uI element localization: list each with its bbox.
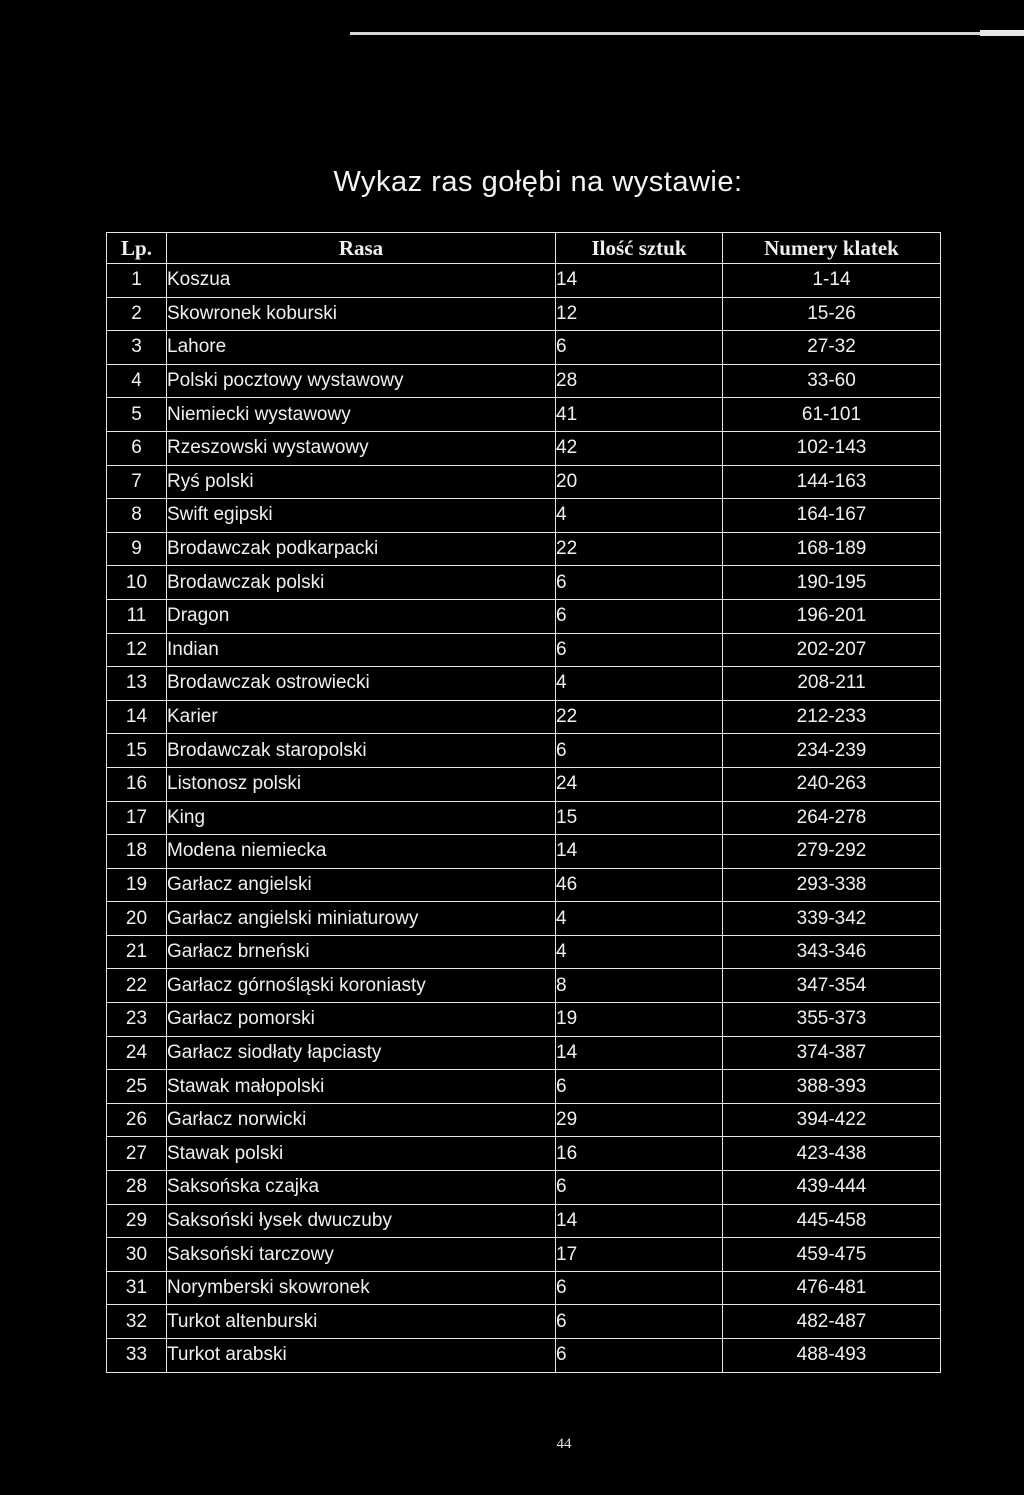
table-row bbox=[107, 1070, 941, 1104]
cell-ilosc: 41 bbox=[556, 398, 723, 432]
cell-lp: 19 bbox=[107, 868, 167, 902]
cell-lp: 16 bbox=[107, 767, 167, 801]
cell-lp: 5 bbox=[107, 398, 167, 432]
cell-ilosc: 6 bbox=[556, 599, 723, 633]
cell-ilosc: 14 bbox=[556, 1204, 723, 1238]
cell-rasa: King bbox=[167, 801, 556, 835]
cell-rasa: Brodawczak polski bbox=[167, 566, 556, 600]
cell-rasa: Skowronek koburski bbox=[167, 297, 556, 331]
top-rule bbox=[350, 32, 1024, 35]
cell-numery: 202-207 bbox=[723, 633, 941, 667]
cell-ilosc: 4 bbox=[556, 935, 723, 969]
page-title: Wykaz ras gołębi na wystawie: bbox=[333, 166, 743, 198]
cell-numery: 439-444 bbox=[723, 1171, 941, 1205]
cell-ilosc: 6 bbox=[556, 1339, 723, 1373]
cell-lp: 1 bbox=[107, 264, 167, 298]
table-body bbox=[107, 264, 941, 1373]
cell-rasa: Garłacz norwicki bbox=[167, 1103, 556, 1137]
cell-lp: 28 bbox=[107, 1171, 167, 1205]
cell-rasa: Brodawczak staropolski bbox=[167, 734, 556, 768]
cell-ilosc: 46 bbox=[556, 868, 723, 902]
cell-rasa: Norymberski skowronek bbox=[167, 1271, 556, 1305]
breeds-table bbox=[106, 232, 941, 1373]
cell-numery: 61-101 bbox=[723, 398, 941, 432]
cell-rasa: Modena niemiecka bbox=[167, 835, 556, 869]
cell-rasa: Koszua bbox=[167, 264, 556, 298]
table-row bbox=[107, 667, 941, 701]
cell-numery: 445-458 bbox=[723, 1204, 941, 1238]
cell-ilosc: 28 bbox=[556, 364, 723, 398]
cell-rasa: Garłacz angielski bbox=[167, 868, 556, 902]
cell-rasa: Stawak małopolski bbox=[167, 1070, 556, 1104]
cell-ilosc: 12 bbox=[556, 297, 723, 331]
cell-rasa: Stawak polski bbox=[167, 1137, 556, 1171]
table-row bbox=[107, 331, 941, 365]
cell-lp: 11 bbox=[107, 599, 167, 633]
table-row bbox=[107, 532, 941, 566]
cell-numery: 343-346 bbox=[723, 935, 941, 969]
cell-lp: 25 bbox=[107, 1070, 167, 1104]
cell-ilosc: 4 bbox=[556, 902, 723, 936]
cell-numery: 394-422 bbox=[723, 1103, 941, 1137]
cell-ilosc: 16 bbox=[556, 1137, 723, 1171]
cell-lp: 9 bbox=[107, 532, 167, 566]
table-row bbox=[107, 599, 941, 633]
table-row bbox=[107, 431, 941, 465]
cell-ilosc: 42 bbox=[556, 431, 723, 465]
cell-rasa: Garłacz siodłaty łapciasty bbox=[167, 1036, 556, 1070]
cell-numery: 212-233 bbox=[723, 700, 941, 734]
cell-ilosc: 14 bbox=[556, 1036, 723, 1070]
cell-numery: 459-475 bbox=[723, 1238, 941, 1272]
cell-ilosc: 29 bbox=[556, 1103, 723, 1137]
table-row bbox=[107, 297, 941, 331]
cell-ilosc: 6 bbox=[556, 633, 723, 667]
table-row bbox=[107, 633, 941, 667]
cell-ilosc: 8 bbox=[556, 969, 723, 1003]
page-number: 44 bbox=[556, 1436, 572, 1452]
cell-ilosc: 4 bbox=[556, 667, 723, 701]
cell-rasa: Swift egipski bbox=[167, 499, 556, 533]
cell-rasa: Saksońska czajka bbox=[167, 1171, 556, 1205]
cell-lp: 29 bbox=[107, 1204, 167, 1238]
cell-rasa: Garłacz angielski miniaturowy bbox=[167, 902, 556, 936]
cell-ilosc: 14 bbox=[556, 835, 723, 869]
cell-lp: 3 bbox=[107, 331, 167, 365]
table-row bbox=[107, 868, 941, 902]
cell-numery: 388-393 bbox=[723, 1070, 941, 1104]
table-row bbox=[107, 1305, 941, 1339]
cell-ilosc: 15 bbox=[556, 801, 723, 835]
table-row bbox=[107, 398, 941, 432]
header-row bbox=[107, 233, 941, 264]
cell-lp: 6 bbox=[107, 431, 167, 465]
cell-ilosc: 6 bbox=[556, 1070, 723, 1104]
cell-lp: 33 bbox=[107, 1339, 167, 1373]
cell-rasa: Brodawczak podkarpacki bbox=[167, 532, 556, 566]
cell-rasa: Dragon bbox=[167, 599, 556, 633]
table-row bbox=[107, 1003, 941, 1037]
cell-lp: 20 bbox=[107, 902, 167, 936]
cell-ilosc: 6 bbox=[556, 734, 723, 768]
table-row bbox=[107, 1171, 941, 1205]
header-lp: Lp. bbox=[107, 233, 167, 264]
cell-rasa: Saksoński tarczowy bbox=[167, 1238, 556, 1272]
cell-ilosc: 22 bbox=[556, 532, 723, 566]
cell-lp: 2 bbox=[107, 297, 167, 331]
cell-ilosc: 19 bbox=[556, 1003, 723, 1037]
cell-numery: 102-143 bbox=[723, 431, 941, 465]
cell-lp: 14 bbox=[107, 700, 167, 734]
table-row bbox=[107, 1238, 941, 1272]
cell-numery: 1-14 bbox=[723, 264, 941, 298]
cell-rasa: Garłacz pomorski bbox=[167, 1003, 556, 1037]
cell-rasa: Rzeszowski wystawowy bbox=[167, 431, 556, 465]
cell-lp: 31 bbox=[107, 1271, 167, 1305]
cell-lp: 30 bbox=[107, 1238, 167, 1272]
cell-numery: 15-26 bbox=[723, 297, 941, 331]
header-rasa: Rasa bbox=[167, 233, 556, 264]
cell-numery: 279-292 bbox=[723, 835, 941, 869]
cell-numery: 144-163 bbox=[723, 465, 941, 499]
cell-lp: 27 bbox=[107, 1137, 167, 1171]
cell-ilosc: 6 bbox=[556, 1271, 723, 1305]
cell-numery: 27-32 bbox=[723, 331, 941, 365]
cell-rasa: Turkot arabski bbox=[167, 1339, 556, 1373]
table-row bbox=[107, 969, 941, 1003]
cell-ilosc: 17 bbox=[556, 1238, 723, 1272]
top-rule-end bbox=[980, 30, 1024, 36]
cell-lp: 13 bbox=[107, 667, 167, 701]
cell-numery: 190-195 bbox=[723, 566, 941, 600]
cell-numery: 196-201 bbox=[723, 599, 941, 633]
table-row bbox=[107, 700, 941, 734]
cell-lp: 4 bbox=[107, 364, 167, 398]
cell-numery: 339-342 bbox=[723, 902, 941, 936]
cell-rasa: Garłacz brneński bbox=[167, 935, 556, 969]
cell-numery: 208-211 bbox=[723, 667, 941, 701]
table-row bbox=[107, 1137, 941, 1171]
cell-lp: 22 bbox=[107, 969, 167, 1003]
cell-lp: 23 bbox=[107, 1003, 167, 1037]
cell-lp: 26 bbox=[107, 1103, 167, 1137]
cell-numery: 234-239 bbox=[723, 734, 941, 768]
cell-lp: 17 bbox=[107, 801, 167, 835]
cell-ilosc: 6 bbox=[556, 331, 723, 365]
cell-numery: 355-373 bbox=[723, 1003, 941, 1037]
cell-lp: 7 bbox=[107, 465, 167, 499]
table-row bbox=[107, 902, 941, 936]
cell-lp: 8 bbox=[107, 499, 167, 533]
cell-ilosc: 14 bbox=[556, 264, 723, 298]
cell-ilosc: 4 bbox=[556, 499, 723, 533]
cell-rasa: Saksoński łysek dwuczuby bbox=[167, 1204, 556, 1238]
header-numery: Numery klatek bbox=[723, 233, 941, 264]
cell-lp: 32 bbox=[107, 1305, 167, 1339]
cell-numery: 374-387 bbox=[723, 1036, 941, 1070]
cell-numery: 240-263 bbox=[723, 767, 941, 801]
cell-lp: 10 bbox=[107, 566, 167, 600]
cell-ilosc: 6 bbox=[556, 1305, 723, 1339]
table-row bbox=[107, 1036, 941, 1070]
table-row bbox=[107, 801, 941, 835]
cell-numery: 482-487 bbox=[723, 1305, 941, 1339]
cell-numery: 168-189 bbox=[723, 532, 941, 566]
cell-ilosc: 22 bbox=[556, 700, 723, 734]
cell-lp: 15 bbox=[107, 734, 167, 768]
cell-lp: 18 bbox=[107, 835, 167, 869]
table-row bbox=[107, 935, 941, 969]
table-row bbox=[107, 364, 941, 398]
cell-rasa: Polski pocztowy wystawowy bbox=[167, 364, 556, 398]
cell-numery: 164-167 bbox=[723, 499, 941, 533]
header-ilosc: Ilość sztuk bbox=[556, 233, 723, 264]
table-row bbox=[107, 835, 941, 869]
table-row bbox=[107, 734, 941, 768]
cell-ilosc: 6 bbox=[556, 566, 723, 600]
cell-ilosc: 20 bbox=[556, 465, 723, 499]
table-row bbox=[107, 1271, 941, 1305]
cell-rasa: Garłacz górnośląski koroniasty bbox=[167, 969, 556, 1003]
cell-rasa: Indian bbox=[167, 633, 556, 667]
cell-numery: 264-278 bbox=[723, 801, 941, 835]
cell-rasa: Listonosz polski bbox=[167, 767, 556, 801]
cell-lp: 24 bbox=[107, 1036, 167, 1070]
table-row bbox=[107, 465, 941, 499]
cell-ilosc: 6 bbox=[556, 1171, 723, 1205]
table-row bbox=[107, 1204, 941, 1238]
table-row bbox=[107, 499, 941, 533]
cell-rasa: Brodawczak ostrowiecki bbox=[167, 667, 556, 701]
table-row bbox=[107, 1339, 941, 1373]
cell-ilosc: 24 bbox=[556, 767, 723, 801]
cell-lp: 12 bbox=[107, 633, 167, 667]
cell-numery: 293-338 bbox=[723, 868, 941, 902]
cell-numery: 33-60 bbox=[723, 364, 941, 398]
cell-rasa: Ryś polski bbox=[167, 465, 556, 499]
cell-rasa: Karier bbox=[167, 700, 556, 734]
cell-rasa: Turkot altenburski bbox=[167, 1305, 556, 1339]
cell-numery: 488-493 bbox=[723, 1339, 941, 1373]
cell-numery: 347-354 bbox=[723, 969, 941, 1003]
table-row bbox=[107, 566, 941, 600]
table-row bbox=[107, 264, 941, 298]
cell-numery: 476-481 bbox=[723, 1271, 941, 1305]
cell-rasa: Niemiecki wystawowy bbox=[167, 398, 556, 432]
cell-numery: 423-438 bbox=[723, 1137, 941, 1171]
cell-lp: 21 bbox=[107, 935, 167, 969]
table-header bbox=[107, 233, 941, 264]
table-row bbox=[107, 1103, 941, 1137]
table-row bbox=[107, 767, 941, 801]
cell-rasa: Lahore bbox=[167, 331, 556, 365]
